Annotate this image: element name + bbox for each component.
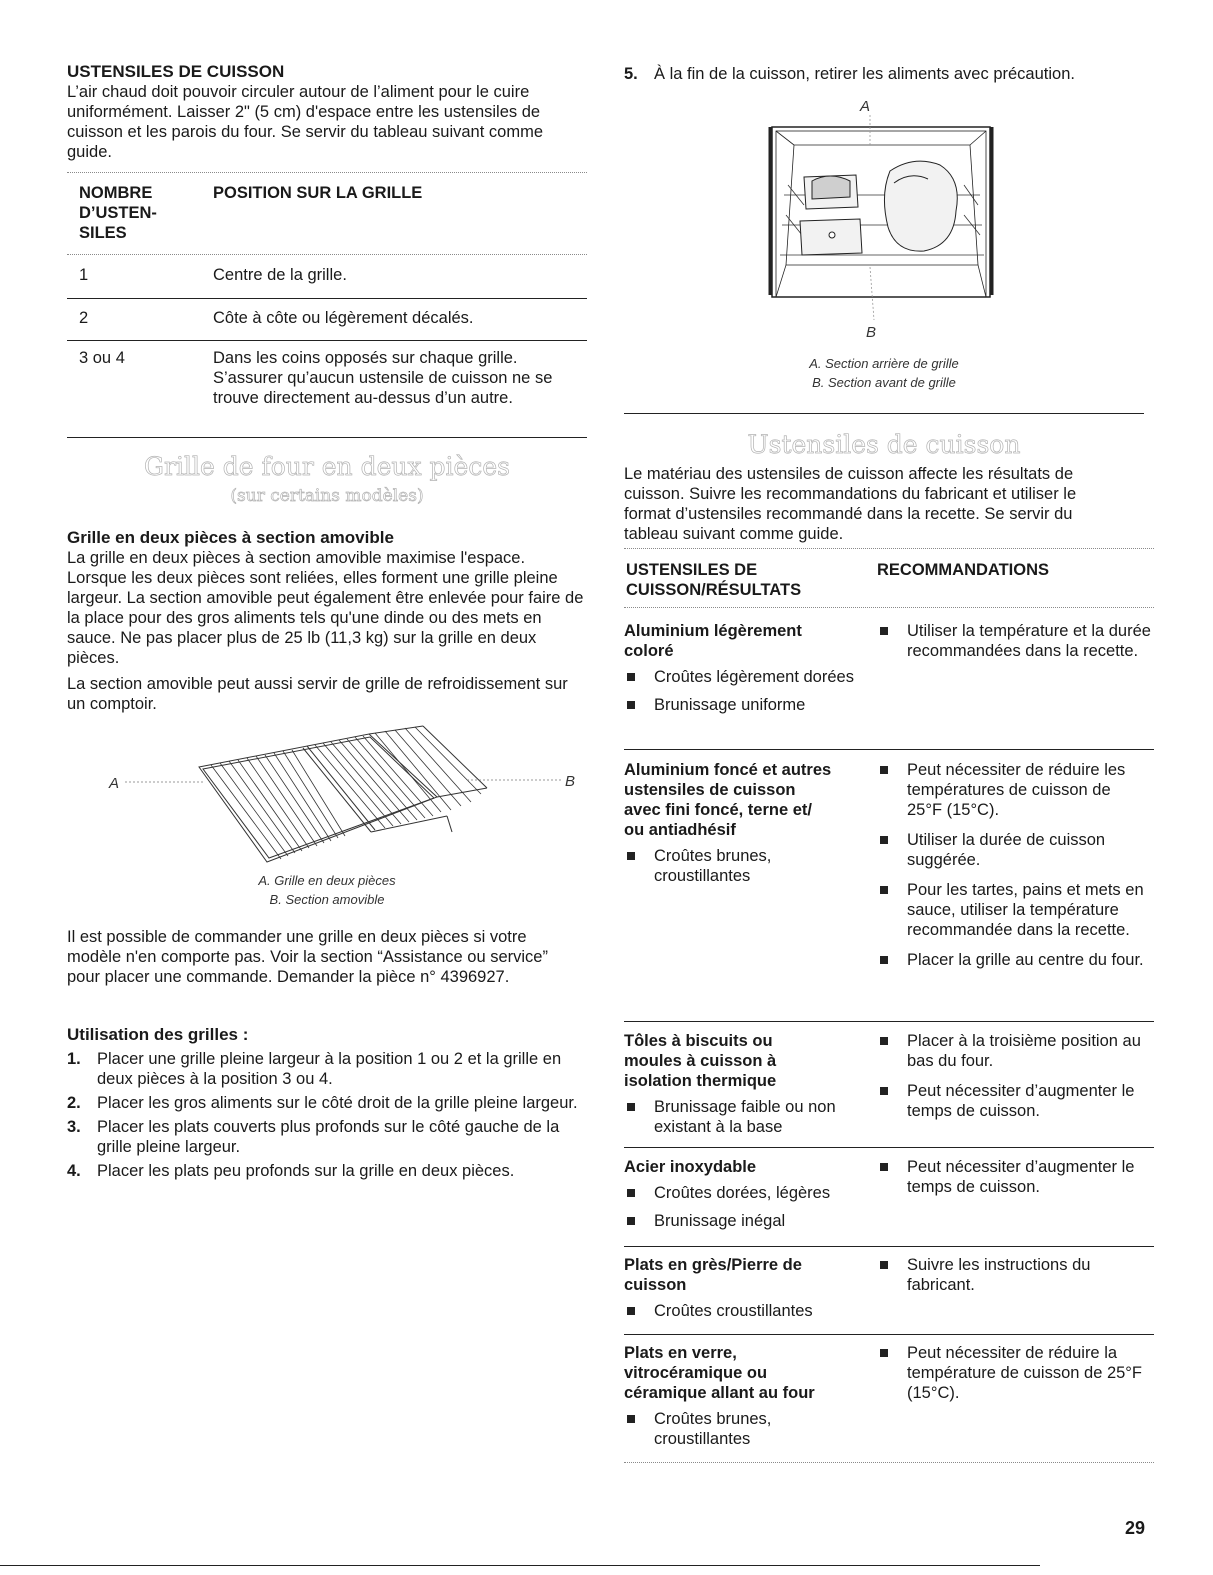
rack-label-a: A [109, 775, 120, 792]
result-item [624, 1301, 864, 1321]
result-item [624, 1097, 874, 1137]
result-item [624, 1211, 864, 1231]
intro-text: L’air chaud doit pouvoir circuler autour de l’aliment pour le cuire uniformément. Laisser 2" (5 cm) d'espace entre les ustensiles de cuisson et les parois du four. Se servir du tableau suivant comme guide. [67, 83, 543, 161]
name-line: moules à cuisson à [624, 1052, 777, 1070]
bullet-icon [627, 1103, 635, 1111]
grille-heading: Grille de four en deux pièces [144, 452, 510, 481]
rec-item [877, 1343, 1177, 1403]
bullet-icon [627, 1189, 635, 1197]
row-recommendations [877, 760, 1154, 970]
result-item [624, 846, 814, 886]
grille-subheading: (sur certains modèles) [230, 486, 424, 506]
row-material [624, 760, 864, 886]
result-text: Croûtes croustillantes [654, 1302, 813, 1320]
name-line: Aluminium foncé et autres [624, 761, 832, 779]
list-item [67, 1161, 587, 1181]
grille-subtitle: Grille en deux pièces à section amovible [67, 528, 394, 547]
row-material [624, 1031, 864, 1137]
rec-text: Peut nécessiter d’augmenter le temps de cuisson. [907, 1082, 1135, 1120]
result-text: Brunissage uniforme [654, 696, 806, 714]
header-line: NOMBRE [79, 184, 153, 202]
bullet-icon [880, 886, 888, 894]
row-material [624, 621, 864, 715]
divider [624, 1462, 1154, 1463]
header-line: D’USTEN- [79, 204, 157, 222]
row-count: 3 ou 4 [79, 349, 125, 367]
list-item [67, 1093, 587, 1113]
caption-b: B. Section avant de grille [812, 375, 956, 390]
rec-text: Peut nécessiter d’augmenter le temps de cuisson. [907, 1158, 1135, 1196]
item-number: 4. [67, 1162, 81, 1180]
bullet-icon [627, 673, 635, 681]
rec-text: Placer la grille au centre du four. [907, 951, 1144, 969]
row-count: 1 [79, 266, 89, 284]
grille-para: La grille en deux pièces à section amovible maximise l'espace. Lorsque les deux pièces sont reliées, elles forment une grille pleine largeur. La section amovible peut également être enlevée pour faire de la place pour des gros aliments tels qu'une dinde ou des mets en sauce. Ne pas placer plus de 25 lb (11,3 kg) sur la grille en deux pièces. [67, 549, 584, 667]
table-col1-header [626, 560, 801, 600]
result-text: Brunissage faible ou non existant à la base [654, 1098, 836, 1136]
rec-text: Placer à la troisième position au bas du four. [907, 1032, 1141, 1070]
item-number: 3. [67, 1118, 81, 1136]
item-text: Placer les plats peu profonds sur la grille en deux pièces. [97, 1162, 515, 1180]
caption-b: B. Section amovible [269, 892, 385, 907]
row-material [624, 1343, 864, 1449]
divider [624, 607, 1154, 608]
rec-item [877, 880, 1167, 940]
rec-item [877, 1031, 1167, 1071]
row-divider [624, 1246, 1154, 1247]
row-position: Dans les coins opposés sur chaque grille. S’assurer qu’aucun ustensile de cuisson ne se trouve directement au-dessus d’un autre. [213, 349, 553, 407]
name-line: ou antiadhésif [624, 821, 736, 839]
list-item [67, 1049, 587, 1089]
name-line: Aluminium légèrement [624, 622, 802, 640]
result-text: Croûtes brunes, croustillantes [654, 1410, 772, 1448]
bullet-icon [880, 1163, 888, 1171]
grille-para: La section amovible peut aussi servir de grille de refroidissement sur un comptoir. [67, 675, 568, 713]
header-line: USTENSILES DE [626, 561, 758, 579]
rec-item [877, 830, 1147, 870]
name-line: Tôles à biscuits ou [624, 1032, 773, 1050]
rec-text: Peut nécessiter de réduire la température de cuisson de 25°F (15°C). [907, 1344, 1142, 1402]
intro-text: Le matériau des ustensiles de cuisson affecte les résultats de cuisson. Suivre les recommandations du fabricant et utiliser le format d’ustensiles recommandé dans la recette. Se servir du tableau suivant comme guide. [624, 465, 1077, 543]
row-position: Centre de la grille. [213, 266, 347, 284]
header-line: SILES [79, 224, 127, 242]
item-number: 1. [67, 1050, 81, 1068]
rec-item [877, 1081, 1167, 1121]
result-item [624, 1409, 814, 1449]
row-position: Côte à côte ou légèrement décalés. [213, 309, 474, 327]
name-line: céramique allant au four [624, 1384, 815, 1402]
list-item [67, 1117, 587, 1157]
bullet-icon [627, 701, 635, 709]
bullet-icon [627, 1217, 635, 1225]
section-title: USTENSILES DE CUISSON [67, 62, 285, 81]
rec-text: Utiliser la température et la durée recommandées dans la recette. [907, 622, 1151, 660]
bullet-icon [880, 956, 888, 964]
item-text: Placer les plats couverts plus profonds sur le côté gauche de la grille pleine largeur. [97, 1118, 560, 1156]
oven-label-b: B [866, 324, 877, 341]
name-line: vitrocéramique ou [624, 1364, 768, 1382]
material-name [624, 1343, 864, 1403]
utilisation-title: Utilisation des grilles : [67, 1025, 249, 1044]
row-divider [67, 298, 587, 299]
rec-text: Peut nécessiter de réduire les températures de cuisson de 25°F (15°C). [907, 761, 1126, 819]
result-text: Croûtes brunes, croustillantes [654, 847, 772, 885]
material-name [624, 1255, 864, 1295]
oven-label-a: A [860, 98, 871, 115]
bullet-icon [880, 1261, 888, 1269]
bullet-icon [880, 1037, 888, 1045]
row-recommendations [877, 1157, 1154, 1197]
item-number: 2. [67, 1094, 81, 1112]
name-line: isolation thermique [624, 1072, 777, 1090]
rec-text: Pour les tartes, pains et mets en sauce, utiliser la température recommandée dans la recette. [907, 881, 1144, 939]
result-item [624, 695, 864, 715]
two-piece-rack-drawing [107, 722, 577, 867]
row-recommendations [877, 1343, 1154, 1403]
order-para: Il est possible de commander une grille en deux pièces si votre modèle n'en comporte pas. Voir la section “Assistance ou service” pour placer une commande. Demander la pièce n° 4396927. [67, 928, 548, 986]
name-line: ustensiles de cuisson [624, 781, 796, 799]
row-material [624, 1157, 864, 1231]
material-name [624, 760, 864, 840]
rack-illustration [107, 722, 577, 867]
divider [67, 254, 587, 255]
utilisation-section [67, 1025, 587, 1185]
bullet-icon [627, 852, 635, 860]
name-line: Plats en grès/Pierre de [624, 1256, 802, 1274]
result-text: Croûtes légèrement dorées [654, 668, 854, 686]
bullet-icon [627, 1307, 635, 1315]
rec-item [877, 760, 1147, 820]
name-line: coloré [624, 642, 674, 660]
oven-rack-drawing [764, 95, 1004, 345]
rec-item [877, 1255, 1147, 1295]
page-number: 29 [1124, 1518, 1145, 1538]
row-divider [624, 1021, 1154, 1022]
rec-text: Utiliser la durée de cuisson suggérée. [907, 831, 1106, 869]
material-name [624, 621, 864, 661]
result-text: Brunissage inégal [654, 1212, 786, 1230]
result-item [624, 1183, 864, 1203]
bullet-icon [627, 1415, 635, 1423]
rack-label-b: B [565, 773, 576, 790]
name-line: avec fini foncé, terne et/ [624, 801, 812, 819]
bullet-icon [880, 766, 888, 774]
divider [67, 172, 587, 173]
row-recommendations [877, 1255, 1154, 1295]
table-col2-header: RECOMMANDATIONS [877, 561, 1050, 579]
row-divider [67, 340, 587, 341]
step-5 [624, 64, 1154, 84]
grille-section [67, 528, 587, 714]
bullet-icon [880, 627, 888, 635]
step-text: À la fin de la cuisson, retirer les aliments avec précaution. [654, 65, 1075, 83]
footer-rule [0, 1565, 1040, 1566]
result-text: Croûtes dorées, légères [654, 1184, 831, 1202]
row-material [624, 1255, 864, 1321]
ustensiles-intro [624, 464, 1119, 544]
rec-item [877, 621, 1154, 661]
header-line: CUISSON/RÉSULTATS [626, 581, 802, 599]
section-divider [624, 413, 1144, 414]
caption-a: A. Grille en deux pièces [258, 873, 396, 888]
caption-a: A. Section arrière de grille [809, 356, 959, 371]
oven-caption [684, 354, 1084, 392]
row-divider [624, 1334, 1154, 1335]
item-text: Placer une grille pleine largeur à la position 1 ou 2 et la grille en deux pièces à la position 3 ou 4. [97, 1050, 562, 1088]
rack-caption [67, 871, 587, 909]
material-name [624, 1031, 864, 1091]
name-line: Acier inoxydable [624, 1158, 757, 1176]
name-line: cuisson [624, 1276, 687, 1294]
item-text: Placer les gros aliments sur le côté droit de la grille pleine largeur. [97, 1094, 578, 1112]
order-text [67, 927, 582, 987]
row-divider [624, 749, 1154, 750]
table-col2-header: POSITION SUR LA GRILLE [213, 184, 423, 202]
row-recommendations [877, 621, 1154, 661]
bullet-icon [880, 836, 888, 844]
rec-item [877, 1157, 1167, 1197]
rec-item [877, 950, 1147, 970]
ustensiles-heading: Ustensiles de cuisson [747, 430, 1021, 459]
material-name [624, 1157, 864, 1177]
step-number: 5. [624, 65, 638, 83]
row-recommendations [877, 1031, 1154, 1121]
row-count: 2 [79, 309, 89, 327]
divider [624, 548, 1154, 549]
oven-illustration [764, 95, 1004, 345]
bullet-icon [880, 1087, 888, 1095]
rack-wires [211, 727, 481, 859]
name-line: Plats en verre, [624, 1344, 737, 1362]
rec-text: Suivre les instructions du fabricant. [907, 1256, 1091, 1294]
result-item [624, 667, 864, 687]
ustensiles-section [67, 62, 587, 162]
utilisation-list [67, 1049, 587, 1181]
section-divider [67, 437, 587, 438]
bullet-icon [880, 1349, 888, 1357]
row-divider [624, 1147, 1154, 1148]
table-col1-header [79, 183, 229, 243]
